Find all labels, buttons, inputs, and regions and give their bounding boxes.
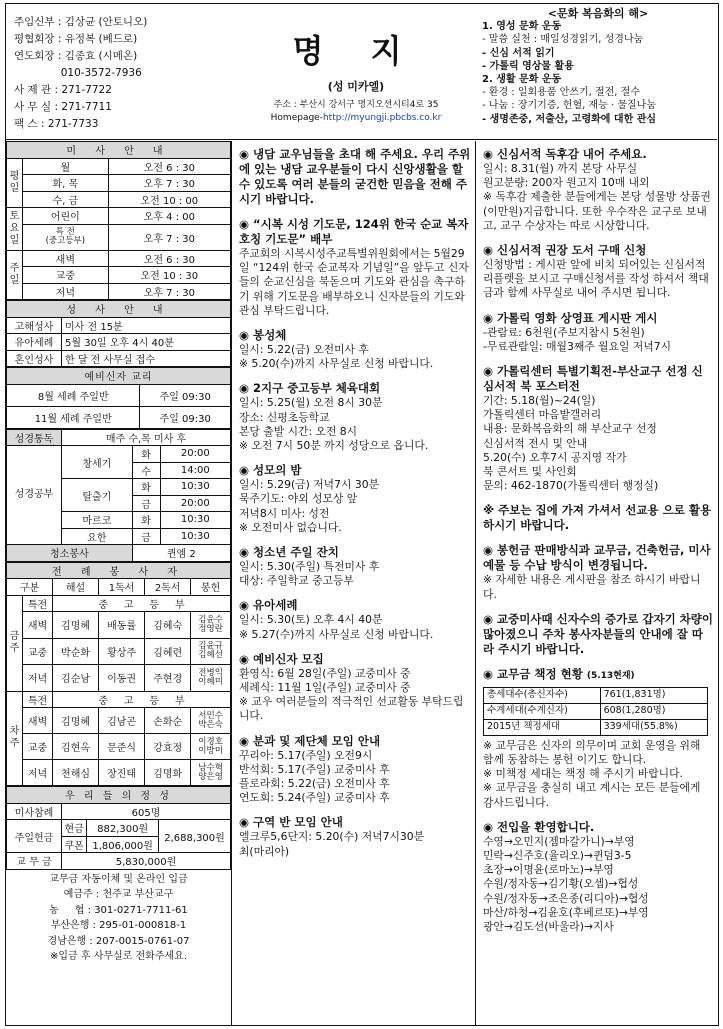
offering-type: 쿠폰 <box>62 836 87 853</box>
altar-name: 남수혁 양은영 <box>191 760 231 786</box>
study-day: 화 <box>132 446 160 463</box>
bank-line: 경남은행 : 207-0015-0761-07 <box>47 935 190 947</box>
notice-heading: ◉ 교중미사때 신자수의 증가로 갑자기 차량이 많아졌으니 주차 봉사자분들의 안내에 잘 따라 주시기 바랍니다. <box>483 611 714 656</box>
bank-line: 농 협 : 301-0271-7711-61 <box>49 904 188 916</box>
homepage-link[interactable]: http://myungji.pbcbs.co.kr <box>322 113 442 123</box>
study-book: 창세기 <box>62 446 133 479</box>
kyo-label: 수계세대(수계신자) <box>484 703 601 719</box>
altar-name: 김명혜 <box>53 612 99 638</box>
altar-title: 전 례 봉 사 자 <box>7 562 231 579</box>
bank-line: 부산은행 : 295-01-000818-1 <box>50 920 187 931</box>
notice-body: 일시: 8.31(월) 까지 본당 사무실 원고분량: 200자 원고지 10매 내외 ※ 독후감 제출한 분들에게는 본당 성물방 상품권(이만원)지급합니다. 또한 우수작은 교구로 보내고, 교구 수상자는 따로 시상합니다. <box>483 162 711 232</box>
mass-time: 오후 7 : 30 <box>108 283 230 300</box>
notice-body: ※ 자세한 내용은 게시판을 참조 하시기 바랍니다. <box>483 573 701 601</box>
mass-day: 어린이 <box>23 208 109 225</box>
altar-name: 천해심 <box>53 760 99 786</box>
sacrament-info: 미사 전 15분 <box>62 317 231 334</box>
study-time: 10:30 <box>160 479 230 496</box>
bible-reading-value: 매주 수,목 미사 후 <box>62 429 231 446</box>
study-book: 요한 <box>62 528 133 545</box>
notice-heading: ◉ “시복 시성 기도문, 124위 한국 순교 복자 호칭 기도문” 배부 <box>239 217 469 246</box>
catechumen-time: 주일 09:30 <box>140 384 231 406</box>
bible-study-label: 성경공부 <box>7 446 62 545</box>
theme-line: - 생명존중, 저출산, 고령화에 대한 관심 <box>482 113 657 125</box>
study-day: 금 <box>132 495 160 512</box>
sunday-label: 주일 <box>7 250 23 300</box>
mass-day: 저녁 <box>23 283 109 300</box>
altar-mass: 새벽 <box>23 708 53 734</box>
contact-row: 010-3572-7936 <box>14 67 142 79</box>
mass-count-label: 미사참례 <box>7 803 62 820</box>
transfer-heading: ◉ 전입을 환영합니다. <box>483 819 595 834</box>
altar-name: 주현경 <box>145 665 191 691</box>
altar-mass: 저녁 <box>23 760 53 786</box>
bank-line: 교무금 자동이체 및 온라인 입금 <box>49 873 188 885</box>
theme-line: 1. 영성 문화 운동 <box>482 21 562 33</box>
notice-heading: ◉ 유아세례 <box>239 598 298 613</box>
mass-day: 새벽 <box>23 250 109 267</box>
altar-mass: 특전 <box>23 691 53 708</box>
notice-heading: ◉ 가톨릭센터 특별기획전-부산교구 선정 신심서적 북 포스터전 <box>483 364 703 394</box>
altar-col-header: 봉헌 <box>191 579 231 596</box>
notice-body: 일시: 5.30(토) 오후 4시 40분 ※ 5.27(수)까지 사무실로 신청 바랍니다. <box>239 613 434 641</box>
altar-name: 장진태 <box>99 760 145 786</box>
sacrament-name: 유아세례 <box>7 334 62 351</box>
sacrament-title: 성 사 안 내 <box>7 301 231 318</box>
offering-amount: 1,806,000원 <box>87 836 159 853</box>
sacrament-table <box>6 300 231 367</box>
notice-body: -관람료: 6천원(주보지참시 5천원) -무료관람일: 매월3째주 월요일 저녁7시 <box>483 325 672 353</box>
altar-mass: 교중 <box>23 638 53 664</box>
mass-schedule-title: 미 사 안 내 <box>7 142 231 159</box>
altar-group: 중 고 등 부 <box>53 691 231 708</box>
study-time: 10:30 <box>160 528 230 545</box>
notice-heading: ◉ 청소년 주일 잔치 <box>239 545 339 560</box>
address: 주소 : 부산시 강서구 명지오션시티4로 35 <box>273 100 439 110</box>
theme-line: - 가톨릭 영상물 활용 <box>482 60 574 72</box>
altar-name: 문준식 <box>99 734 145 760</box>
bulletin-page <box>5 3 719 1026</box>
theme-line: - 말씀 실천 : 매일성경읽기, 성경나눔 <box>482 34 644 46</box>
contact-row: 연도회장 : 김종효 (시메온) <box>14 50 138 62</box>
notice-body: 엘크루5,6단지: 5.20(수) 저녁7시30분 최(마리아) <box>239 830 425 858</box>
altar-mass: 교중 <box>23 734 53 760</box>
kyomugeum-heading <box>483 667 713 684</box>
altar-mass: 새벽 <box>23 612 53 638</box>
altar-name: 김윤수 정영란 <box>191 612 231 638</box>
notice-heading: ◉ 2지구 중고등부 체육대회 <box>239 381 381 396</box>
kyo-value: 761(1,831명) <box>600 687 707 703</box>
altar-name: 전병익 이혜미 <box>191 665 231 691</box>
bible-reading-label: 성경통독 <box>7 429 62 446</box>
offering-type: 현금 <box>62 820 87 837</box>
contact-row: 주임신부 : 김상균 (안토니오) <box>14 16 148 28</box>
study-time: 20:00 <box>160 446 230 463</box>
year-theme-title: <문화 복음화의 해> <box>547 7 649 20</box>
theme-line: - 신심 서적 읽기 <box>482 47 555 59</box>
altar-name: 김명혜 <box>53 708 99 734</box>
notice-body: 신청방법 : 게시판 앞에 비치 되어있는 신심서적 리플렛을 보시고 구매신청서를 작성 하셔서 책대금과 함께 사무실로 내어 주시면 됩니다. <box>483 258 709 300</box>
page-subtitle: (성 미카엘) <box>327 80 385 93</box>
altar-col-header: 2독서 <box>145 579 191 596</box>
next-week-label: 차주 <box>7 691 23 786</box>
kyomugeum-title: ◉ 교무금 책정 현황 <box>483 666 583 681</box>
study-time: 20:00 <box>160 495 230 512</box>
mass-time: 오후 7 : 30 <box>108 224 230 250</box>
right-column <box>477 141 717 1026</box>
notice-body: 일시: 5.22(금) 오전미사 후 ※ 5.20(수)까지 사무실로 신청 바랍니다. <box>239 343 434 371</box>
kyomugeum-label: 교 무 금 <box>7 853 62 870</box>
altar-col-header: 해설 <box>53 579 99 596</box>
bulletin-header <box>6 4 717 140</box>
study-day: 화 <box>132 512 160 529</box>
cleaning-value: 퀸엠 2 <box>132 545 230 562</box>
altar-name: 김윤규 김혜선 <box>191 638 231 664</box>
contact-row: 사 무 실 : 271-7711 <box>14 101 112 113</box>
notice-heading: ◉ 냉담 교우님들을 초대 해 주세요. 우리 주위에 있는 냉담 교우분들이 다시 신앙생활을 할 수 있도록 여러 분들의 굳건한 믿음을 전해 주시기 바랍니다. <box>239 147 471 206</box>
notice-body: 꾸리아: 5.17(주일) 오전9시 반석회: 5.17(주일) 교중미사 후 플로라회: 5.22(금) 오전미사 후 연도회: 5.24(주일) 교중미사 후 <box>239 748 390 805</box>
left-column <box>6 141 232 1026</box>
mass-time: 오전 10 : 00 <box>108 191 230 208</box>
study-time: 14:00 <box>160 462 230 479</box>
catechumen-class: 8월 세례 주일반 <box>7 384 140 406</box>
notice-heading: ◉ 분과 및 제단체 모임 안내 <box>239 733 381 748</box>
mass-day: 수, 금 <box>23 191 109 208</box>
kyomugeum-table <box>483 687 708 736</box>
study-day: 금 <box>132 528 160 545</box>
mass-time: 오후 4 : 00 <box>108 208 230 225</box>
offering-title: 우 리 들 의 정 성 <box>7 787 231 804</box>
page-title: 명 지 <box>292 32 420 70</box>
notice-body: 주교회의 시복시성주교특별위원회에서는 5월29일 “124위 한국 순교복자 기념일”을 앞두고 신자들의 순교신심을 북돋으며 기도와 관심을 촉구하기 위해 기도문을 배부하오니 신자분들의 기도와 관심 부탁드립니다. <box>239 247 469 317</box>
altar-col-header: 1독서 <box>99 579 145 596</box>
homepage-label: Homepage- <box>270 113 323 123</box>
notice-body: 기간: 5.18(월)~24(일) 가톨릭센터 마음밭갤러리 내용: 문화복음화의 해 부산교구 선정 신심서적 전시 및 안내 5.20(수) 오후7시 공지영 작가 북 콘서트 및 사인회 문의: 462-1870(가톨릭센터 행정실) <box>483 394 659 493</box>
altar-name: 김혜련 <box>145 638 191 664</box>
sunday-offering-label: 주일헌금 <box>7 820 62 853</box>
theme-line: 2. 생활 문화 운동 <box>482 74 562 86</box>
bible-table <box>6 429 231 562</box>
notice-heading: ◉ 봉헌금 판매방식과 교무금, 건축헌금, 미사예물 등 수납 방식이 변경됩니다. <box>483 543 711 573</box>
kyomugeum-value: 5,830,000원 <box>62 853 231 870</box>
kyo-value: 339세대(55.8%) <box>600 719 707 735</box>
altar-name: 손화순 <box>145 708 191 734</box>
altar-name: 이경호 이방미 <box>191 734 231 760</box>
mass-day: 월 <box>23 158 109 175</box>
altar-name: 김혜숙 <box>145 612 191 638</box>
offering-amount: 882,300원 <box>87 820 159 837</box>
altar-name: 이동권 <box>99 665 145 691</box>
year-theme <box>482 7 714 126</box>
notice-heading: ◉ 신심서적 권장 도서 구매 신청 <box>483 243 647 258</box>
altar-col-header: 구분 <box>7 579 53 596</box>
kyo-label: 2015년 책정세대 <box>484 719 601 735</box>
sacrament-info: 5월 30일 오후 4시 40분 <box>62 334 231 351</box>
notice-heading: ※ 주보는 집에 가져 가셔서 선교용 으로 활용 하시기 바랍니다. <box>483 503 712 533</box>
bank-line: 예금주 : 천주교 부산교구 <box>63 889 174 900</box>
study-day: 수 <box>132 462 160 479</box>
altar-name: 김현옥 <box>53 734 99 760</box>
study-book: 마르코 <box>62 512 133 529</box>
bank-line: ※입금 후 사무실로 전화주세요. <box>49 951 187 962</box>
theme-line: - 환경 : 일회용품 안쓰기, 절전, 절수 <box>482 87 640 99</box>
catechumen-time: 주일 09:30 <box>140 406 231 428</box>
altar-mass: 저녁 <box>23 665 53 691</box>
middle-column <box>233 141 476 1026</box>
notice-body: 일시: 5.29(금) 저녁7시 30분 묵주기도: 야외 성모상 앞 저녁8시 미사: 성전 ※ 오전미사 없습니다. <box>239 478 380 534</box>
sacrament-name: 혼인성사 <box>7 350 62 367</box>
kyo-label: 총세대수(총신자수) <box>484 687 601 703</box>
study-book: 탈출기 <box>62 479 133 512</box>
mass-schedule-table <box>6 141 231 300</box>
mass-time: 오전 10 : 30 <box>108 267 230 284</box>
kyomugeum-note: (5.13현재) <box>586 670 635 681</box>
altar-name: 김남곤 <box>99 708 145 734</box>
offering-total: 2,688,300원 <box>159 820 231 853</box>
altar-name: 서민수 박은숙 <box>191 708 231 734</box>
altar-name: 배동률 <box>99 612 145 638</box>
altar-name: 김순남 <box>53 665 99 691</box>
bank-info <box>6 870 231 965</box>
altar-name: 황상주 <box>99 638 145 664</box>
notice-heading: ◉ 예비신자 모집 <box>239 651 324 666</box>
contact-row: 평협회장 : 유정복 (베드로) <box>14 33 138 45</box>
title-block <box>241 14 471 123</box>
contact-row: 사 제 관 : 271-7722 <box>14 84 112 96</box>
catechumen-title: 예비신자 교리 <box>7 368 231 385</box>
altar-mass: 특전 <box>23 595 53 612</box>
mass-time: 오전 6 : 30 <box>108 158 230 175</box>
kyomugeum-body: ※ 교무금은 신자의 의무이며 교회 운영을 위해 함께 동참하는 봉헌 이기도 합니다. ※ 미책정 세대는 책정 해 주시기 바랍니다. ※ 교무금을 충실히 내고 계시는 모든 분들에게 감사드립니다. <box>483 738 701 809</box>
contact-info <box>14 14 239 133</box>
mass-day: 화, 목 <box>23 175 109 192</box>
theme-line: - 나눔 : 장기기증, 헌혈, 재능 · 물질나눔 <box>482 100 657 112</box>
altar-name: 강효정 <box>145 734 191 760</box>
mass-time: 오후 7 : 30 <box>108 175 230 192</box>
cleaning-label: 청소봉사 <box>7 545 133 562</box>
catechumen-class: 11월 세례 주일반 <box>7 406 140 428</box>
study-time: 10:30 <box>160 512 230 529</box>
kyo-value: 608(1,280명) <box>600 703 707 719</box>
mass-count-value: 605명 <box>62 803 231 820</box>
notice-body: 환영식: 6월 28일(주일) 교중미사 중 세례식: 11월 1일(주일) 교중미사 중 ※ 교우 여러분들의 적극적인 선교활동 부탁드립니다. <box>239 666 464 723</box>
mass-day: 교중 <box>23 267 109 284</box>
notice-heading: ◉ 봉성체 <box>239 328 287 343</box>
catechumen-table <box>6 367 231 429</box>
mass-time: 오전 6 : 30 <box>108 250 230 267</box>
offering-table <box>6 786 231 870</box>
contact-row: 팩 스 : 271-7733 <box>14 118 99 130</box>
study-day: 화 <box>132 479 160 496</box>
notice-heading: ◉ 구역 반 모임 안내 <box>239 815 343 830</box>
mass-day: 특 전 (중고등부) <box>23 224 109 250</box>
altar-group: 중 고 등 부 <box>53 595 231 612</box>
sacrament-name: 고해성사 <box>7 317 62 334</box>
notice-heading: ◉ 성모의 밤 <box>239 463 302 478</box>
notice-body: 일시: 5.25(월) 오전 8시 30분 장소: 신평초등학교 본당 출발 시간: 오전 8시 ※ 오전 7시 50분 까지 성당으로 옵니다. <box>239 396 429 453</box>
sacrament-info: 한 달 전 사무실 접수 <box>62 350 231 367</box>
notice-heading: ◉ 가톨릭 영화 상영표 게시판 게시 <box>483 310 658 325</box>
saturday-label: 토요일 <box>7 208 23 251</box>
altar-name: 박순화 <box>53 638 99 664</box>
weekday-label: 평일 <box>7 158 23 208</box>
altar-name: 김명화 <box>145 760 191 786</box>
notice-body: 일시: 5.30(주일) 특전미사 후 대상: 주일학교 중고등부 <box>239 560 380 588</box>
this-week-label: 금주 <box>7 595 23 691</box>
transfer-body: 수영→오민지(젬마갈가니)→부영 민락→신주호(율리오)→퀸덤3-5 초장→이명윤(로마노)→부영 수원/정자동→김기황(오셉)→협성 수원/정자동→조은종(리디아)→협성 마산/하청→김윤호(후베르또)→부영 광안→김도선(바울라)→지사 <box>483 834 649 934</box>
altar-servers-table <box>6 562 231 787</box>
homepage <box>241 113 471 123</box>
notice-heading: ◉ 신심서적 독후감 내어 주세요. <box>483 147 647 161</box>
